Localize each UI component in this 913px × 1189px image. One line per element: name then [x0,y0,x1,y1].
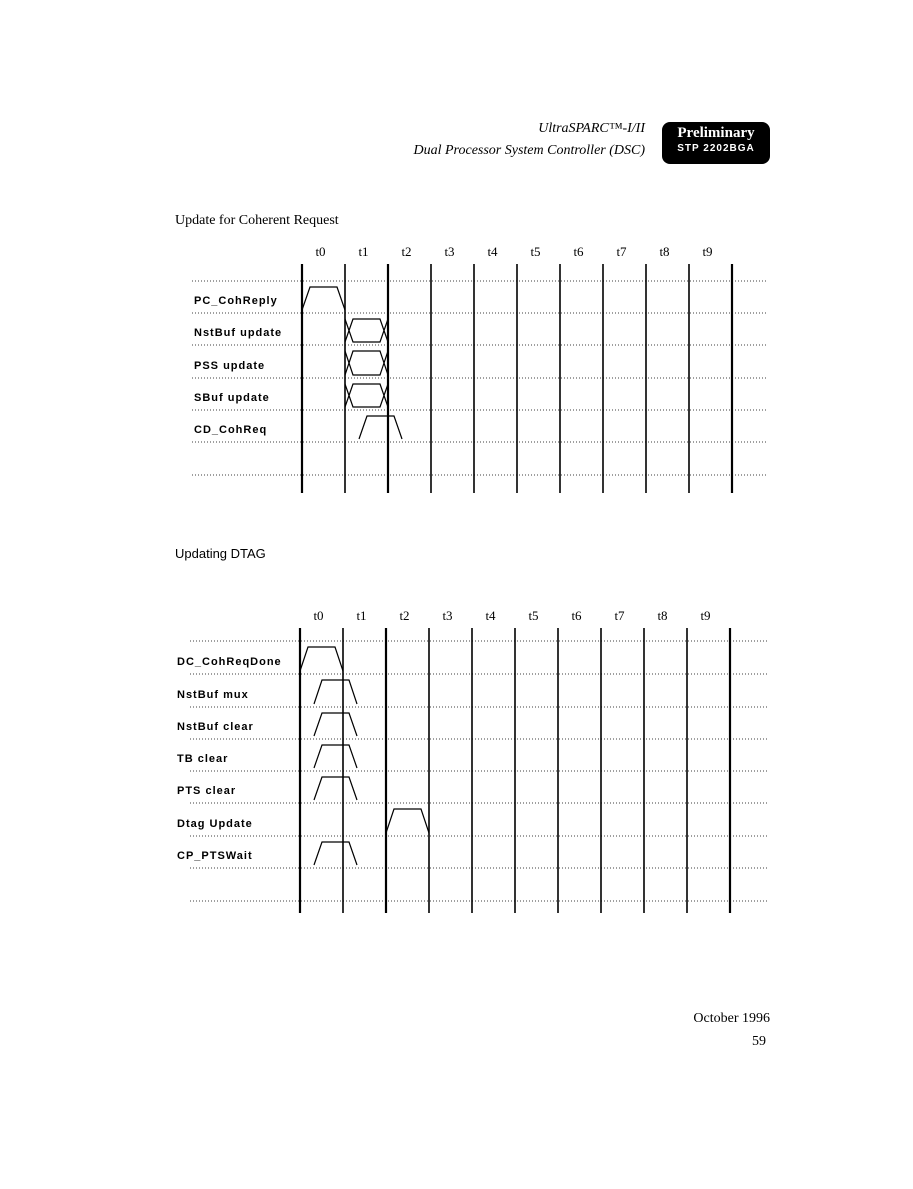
diagram2-signal-label: TB clear [177,753,229,765]
diagram2-signal-label: NstBuf mux [177,689,249,701]
diagram1-tick-label: t0 [315,244,326,259]
diagram1-signal-label: PC_CohReply [194,295,278,307]
diagram2-signal-label: NstBuf clear [177,721,254,733]
diagram2-signal-pulse [314,777,357,800]
diagram2-signal-label: PTS clear [177,785,237,797]
diagram2-tick-label: t3 [442,608,453,623]
diagram2-tick-label: t1 [356,608,367,623]
page-number: 59 [752,1034,766,1049]
doc-title-line1: UltraSPARC™-I/II [538,121,645,136]
diagram2-tick-label: t8 [657,608,668,623]
diagram2-tick-label: t9 [700,608,711,623]
diagram2-signal-label: DC_CohReqDone [177,656,282,668]
diagram2-signal-pulse [314,680,357,704]
footer-date: October 1996 [693,1011,770,1026]
diagram2-signal-pulse [300,647,343,671]
diagram1-tick-label: t9 [702,244,713,259]
diagram2-signal-label: CP_PTSWait [177,850,253,862]
diagram2-signal-label: Dtag Update [177,818,253,830]
diagram1-signal-label: CD_CohReq [194,424,268,436]
badge-part-number: STP 2202BGA [677,143,755,154]
diagram1-tick-label: t6 [573,244,584,259]
diagram2-tick-label: t4 [485,608,496,623]
diagram2-tick-label: t2 [399,608,410,623]
diagram2-title: Updating DTAG [175,546,266,561]
diagram1-signal-label: SBuf update [194,392,270,404]
diagram1-signal-pulse [302,287,345,310]
diagram2-tick-label: t0 [313,608,324,623]
diagram1-tick-label: t1 [358,244,369,259]
badge-status: Preliminary [677,125,755,141]
diagram2-signal-pulse [386,809,429,833]
diagram1-signal-label: PSS update [194,360,266,372]
diagram1-signal-pulse [359,416,402,439]
diagram1-tick-label: t5 [530,244,541,259]
diagram2-signal-pulse [314,842,357,865]
diagram2-tick-label: t5 [528,608,539,623]
diagram2-signal-pulse [314,713,357,736]
diagram2-tick-label: t7 [614,608,625,623]
diagram1-tick-label: t2 [401,244,412,259]
diagram1-tick-label: t4 [487,244,498,259]
diagram1-tick-label: t7 [616,244,627,259]
diagram2-signal-pulse [314,745,357,768]
diagram2-tick-label: t6 [571,608,582,623]
diagram1-tick-label: t8 [659,244,670,259]
diagram1-signal-label: NstBuf update [194,327,283,339]
diagram1-tick-label: t3 [444,244,455,259]
diagram1-title: Update for Coherent Request [175,213,339,228]
doc-title-line2: Dual Processor System Controller (DSC) [413,143,645,158]
